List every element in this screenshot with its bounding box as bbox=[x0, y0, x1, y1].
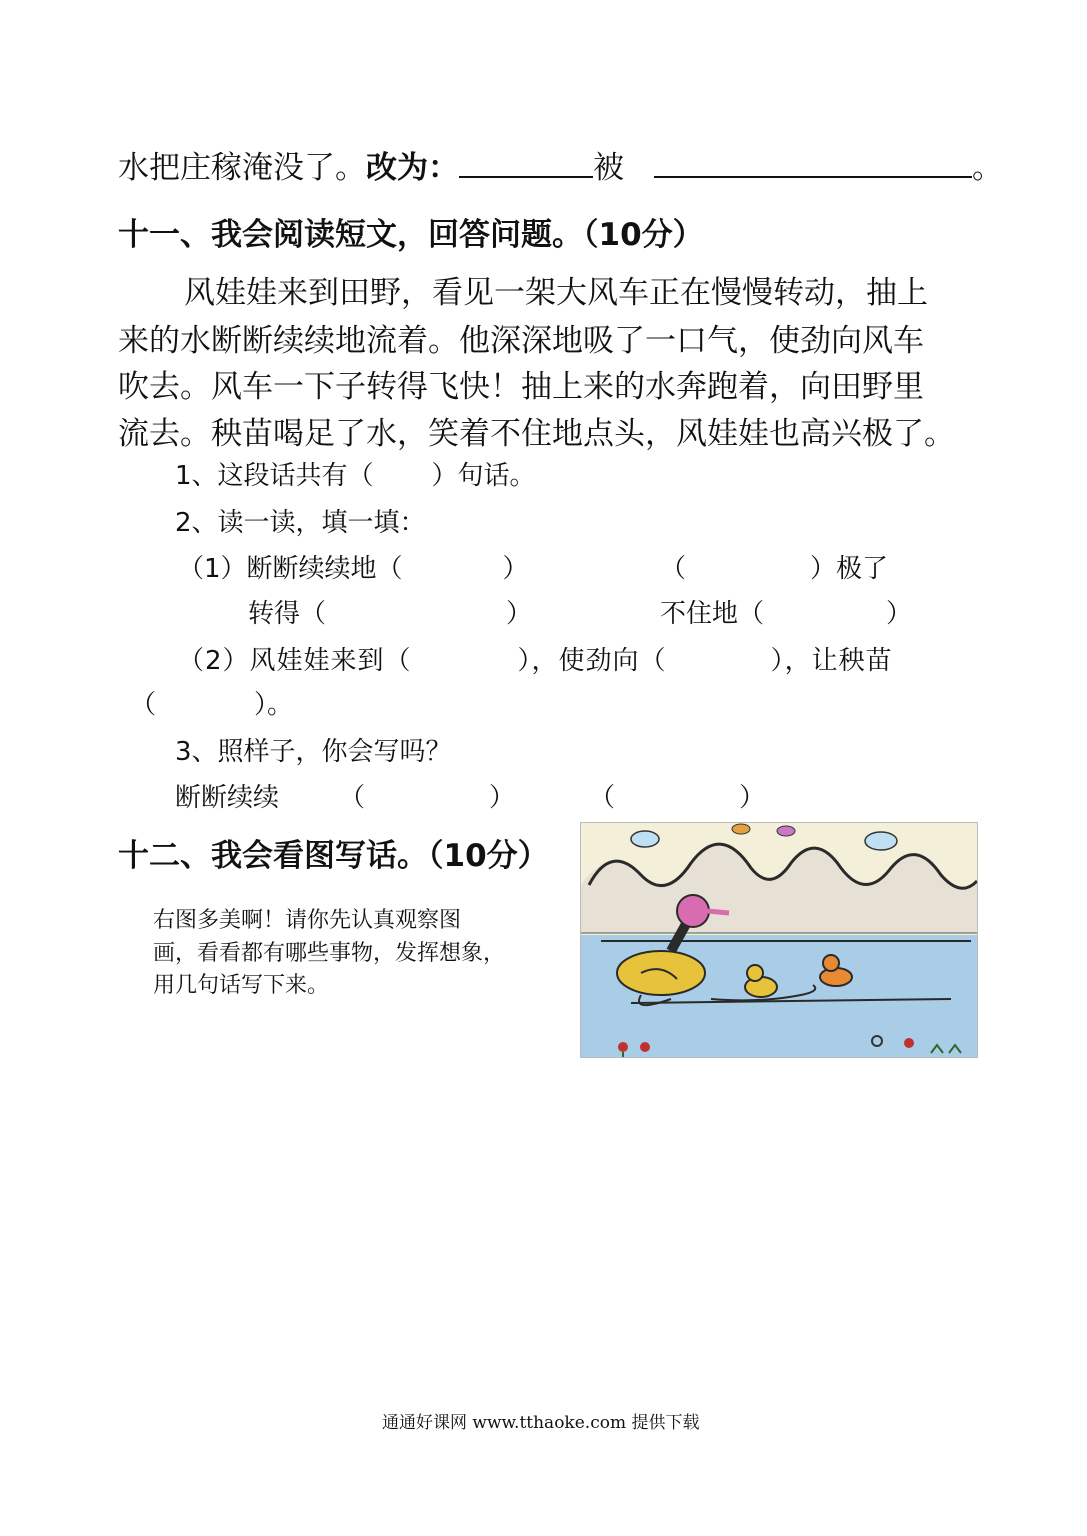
q2-1-a: （1）断断续续地（ ） bbox=[178, 554, 529, 584]
conversion-sentence: 水把庄稼淹没了。 bbox=[118, 150, 366, 186]
section-12-title: 十二、我会看图写话。（10分） bbox=[118, 838, 549, 874]
crayon-duck-drawing bbox=[580, 822, 978, 1058]
passage-line-3: 吹去。风车一下子转得飞快！抽上来的水奔跑着，向田野里 bbox=[118, 369, 924, 405]
conversion-label: 改为： bbox=[366, 150, 459, 186]
q2-1-d: 不住地（ ） bbox=[660, 599, 913, 629]
conversion-line bbox=[118, 142, 1003, 187]
q2-1-b: （ ）极了 bbox=[660, 554, 889, 584]
conversion-blank-2[interactable] bbox=[654, 146, 972, 178]
bird-pink bbox=[777, 826, 795, 836]
passage-line-4: 流去。秧苗喝足了水，笑着不住地点头，风娃娃也高兴极了。 bbox=[118, 416, 955, 452]
conversion-bei: 被 bbox=[593, 150, 624, 186]
q2-2-line: （2）风娃娃来到（ ），使劲向（ ），让秧苗 bbox=[178, 646, 893, 676]
q2-2-line-2: （ ）。 bbox=[130, 690, 294, 720]
passage-line-1: 风娃娃来到田野，看见一架大风车正在慢慢转动，抽上 bbox=[184, 275, 928, 311]
section-11-title: 十一、我会阅读短文，回答问题。（10分） bbox=[118, 217, 704, 253]
conversion-end: 。 bbox=[972, 150, 1003, 186]
prompt-line-2: 画，看看都有哪些事物，发挥想象， bbox=[153, 941, 506, 966]
q3-example: 断断续续 bbox=[175, 783, 280, 813]
q3-example-row: 断断续续 （ ） （ ） bbox=[175, 783, 766, 813]
question-2-title: 2、读一读，填一填： bbox=[175, 508, 426, 538]
q2-1-c: 转得（ ） bbox=[248, 599, 533, 629]
bird-orange bbox=[732, 824, 750, 834]
cloud-left bbox=[631, 831, 659, 847]
footer-credit: 通通好课网 www.tthaoke.com 提供下载 bbox=[382, 1413, 700, 1433]
conversion-blank-1[interactable] bbox=[459, 146, 593, 178]
cloud-right bbox=[865, 832, 897, 850]
prompt-line-3: 用几句话写下来。 bbox=[153, 973, 330, 998]
prompt-line-1: 右图多美啊！请你先认真观察图 bbox=[153, 908, 462, 933]
passage-line-2: 来的水断断续续地流着。他深深地吸了一口气，使劲向风车 bbox=[118, 323, 924, 359]
question-3-title: 3、照样子，你会写吗？ bbox=[175, 737, 452, 767]
question-1: 1、这段话共有（ ）句话。 bbox=[175, 461, 536, 491]
